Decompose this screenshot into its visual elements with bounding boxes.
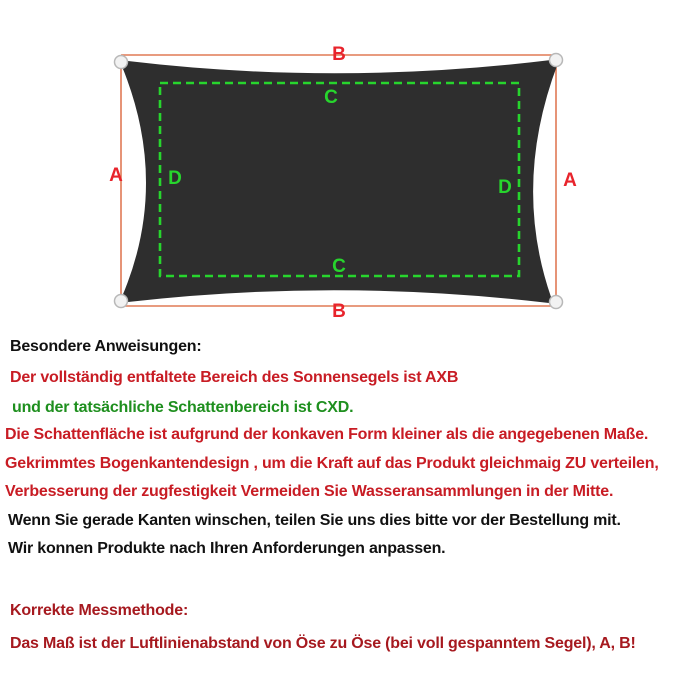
instruction-line-concave: Die Schattenfläche ist aufgrund der konkaven Form kleiner als die angegebenen Maße. (5, 426, 649, 443)
instruction-line-customize: Wir konnen Produkte nach Ihren Anforderungen anpassen. (8, 540, 446, 557)
eyelet-top-left (115, 56, 128, 69)
instruction-line-tensile: Verbesserung der zugfestigkeit Vermeiden Sie Wasseransammlungen in der Mitte. (5, 483, 614, 500)
instructions-heading: Besondere Anweisungen: (10, 338, 202, 355)
label-d-right: D (498, 177, 512, 198)
instruction-line-shade: und der tatsächliche Schattenbereich ist CXD. (12, 399, 354, 416)
instruction-line-curved-edge: Gekrimmtes Bogenkantendesign , um die Kraft auf das Produkt gleichmaig ZU verteilen, (5, 455, 659, 472)
instruction-line-area: Der vollständig entfaltete Bereich des Sonnensegels ist AXB (10, 369, 459, 386)
label-c-bottom: C (332, 256, 346, 277)
instruction-line-straight-edges: Wenn Sie gerade Kanten winschen, teilen Sie uns dies bitte vor der Bestellung mit. (8, 512, 621, 529)
label-b-bottom: B (332, 301, 346, 322)
measure-method-text: Das Maß ist der Luftlinienabstand von Öse zu Öse (bei voll gespanntem Segel), A, B! (10, 635, 636, 652)
eyelet-top-right (550, 54, 563, 67)
eyelet-bottom-right (550, 296, 563, 309)
label-a-right: A (563, 170, 577, 191)
measure-method-heading: Korrekte Messmethode: (10, 602, 189, 619)
eyelet-bottom-left (115, 295, 128, 308)
sun-sail-dimension-diagram (0, 0, 700, 330)
label-c-top: C (324, 87, 338, 108)
label-d-left: D (168, 168, 182, 189)
label-b-top: B (332, 44, 346, 65)
label-a-left: A (109, 165, 123, 186)
